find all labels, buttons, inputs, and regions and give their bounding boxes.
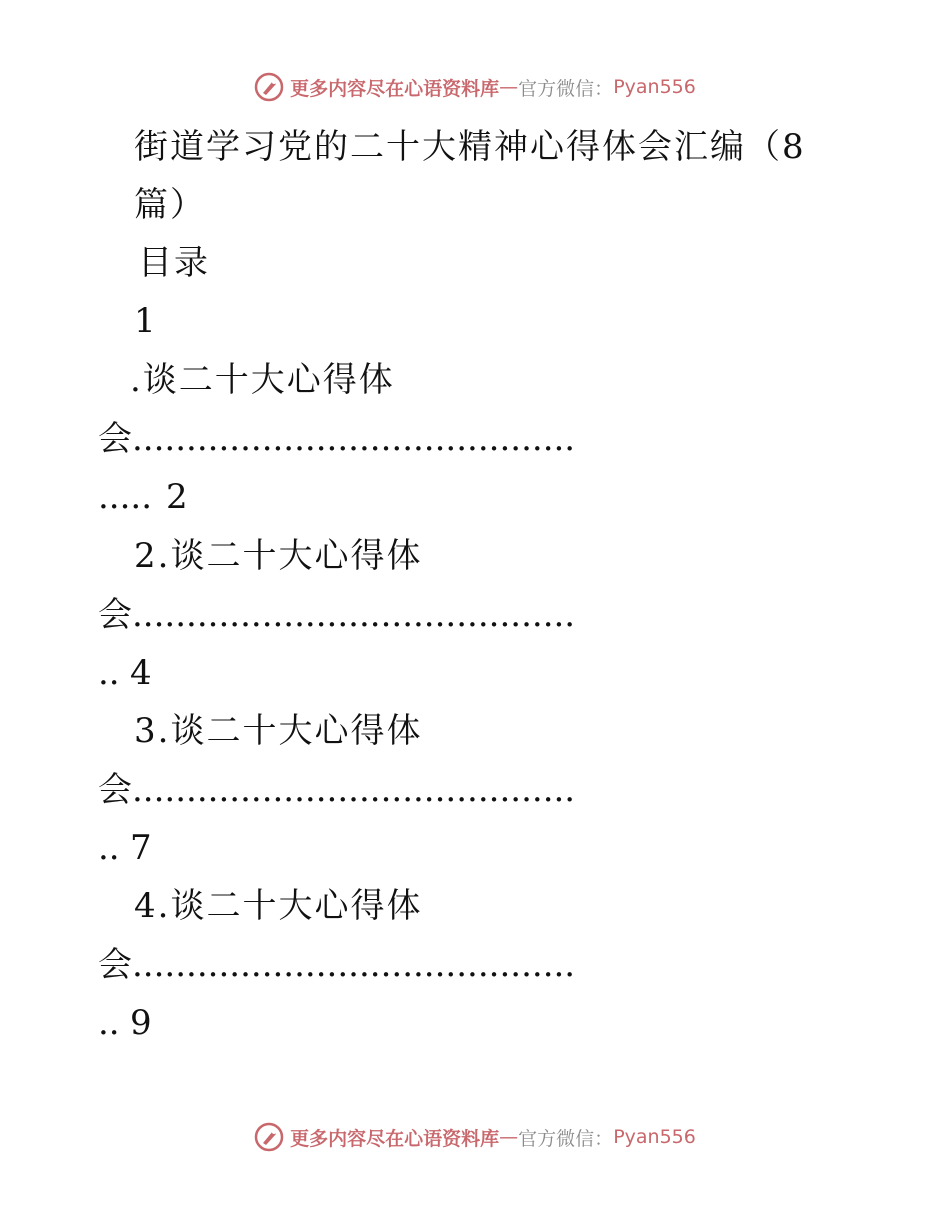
toc-entry-4-title: 4.谈二十大心得体 xyxy=(134,886,423,926)
toc-entry-2-tail: 会 xyxy=(98,595,134,635)
toc-heading: 目录 xyxy=(138,243,210,283)
toc-entry-4-leader-dots-continued: .. xyxy=(98,1003,120,1043)
document-title-line-2: 篇） xyxy=(134,185,206,225)
document-title-line-1: 街道学习党的二十大精神心得体会汇编（8 xyxy=(134,127,806,167)
toc-entry-1-title: .谈二十大心得体 xyxy=(130,360,395,400)
pen-nib-seal-icon xyxy=(254,72,284,102)
banner-wechat-label: 官方微信： xyxy=(518,77,614,100)
toc-entry-4-tail: 会 xyxy=(98,945,134,985)
toc-entry-2-leader-dots-continued: .. xyxy=(98,653,120,693)
toc-entry-2-title: 2.谈二十大心得体 xyxy=(134,536,423,576)
footer-banner xyxy=(0,1122,950,1152)
toc-entry-1-number: 1 xyxy=(134,301,158,341)
toc-entry-1-page[interactable]: 2 xyxy=(166,477,190,517)
banner-separator: — xyxy=(499,76,519,98)
toc-entry-1-leader-dots-continued: ..... xyxy=(98,477,153,517)
toc-entry-3-title: 3.谈二十大心得体 xyxy=(134,711,423,751)
banner-separator: — xyxy=(499,1126,519,1148)
toc-entry-4-page[interactable]: 9 xyxy=(130,1003,154,1043)
banner-wechat-handle: Pyan556 xyxy=(613,76,696,98)
header-banner xyxy=(0,72,950,102)
toc-entry-4-leader-dots: ......................................... xyxy=(132,945,576,985)
toc-entry-1-leader-dots: ......................................... xyxy=(132,419,576,459)
toc-entry-2-leader-dots: ......................................... xyxy=(132,595,576,635)
toc-entry-3-page[interactable]: 7 xyxy=(130,828,154,868)
banner-wechat-label: 官方微信： xyxy=(518,1127,614,1150)
banner-wechat-handle: Pyan556 xyxy=(613,1126,696,1148)
toc-entry-2-page[interactable]: 4 xyxy=(130,653,154,693)
toc-entry-3-leader-dots: ......................................... xyxy=(132,770,576,810)
banner-lead-text: 更多内容尽在心语资料库 xyxy=(290,77,500,100)
toc-entry-3-tail: 会 xyxy=(98,770,134,810)
pen-nib-seal-icon xyxy=(254,1122,284,1152)
banner-lead-text: 更多内容尽在心语资料库 xyxy=(290,1127,500,1150)
toc-entry-3-leader-dots-continued: .. xyxy=(98,828,120,868)
toc-entry-1-tail: 会 xyxy=(98,419,134,459)
